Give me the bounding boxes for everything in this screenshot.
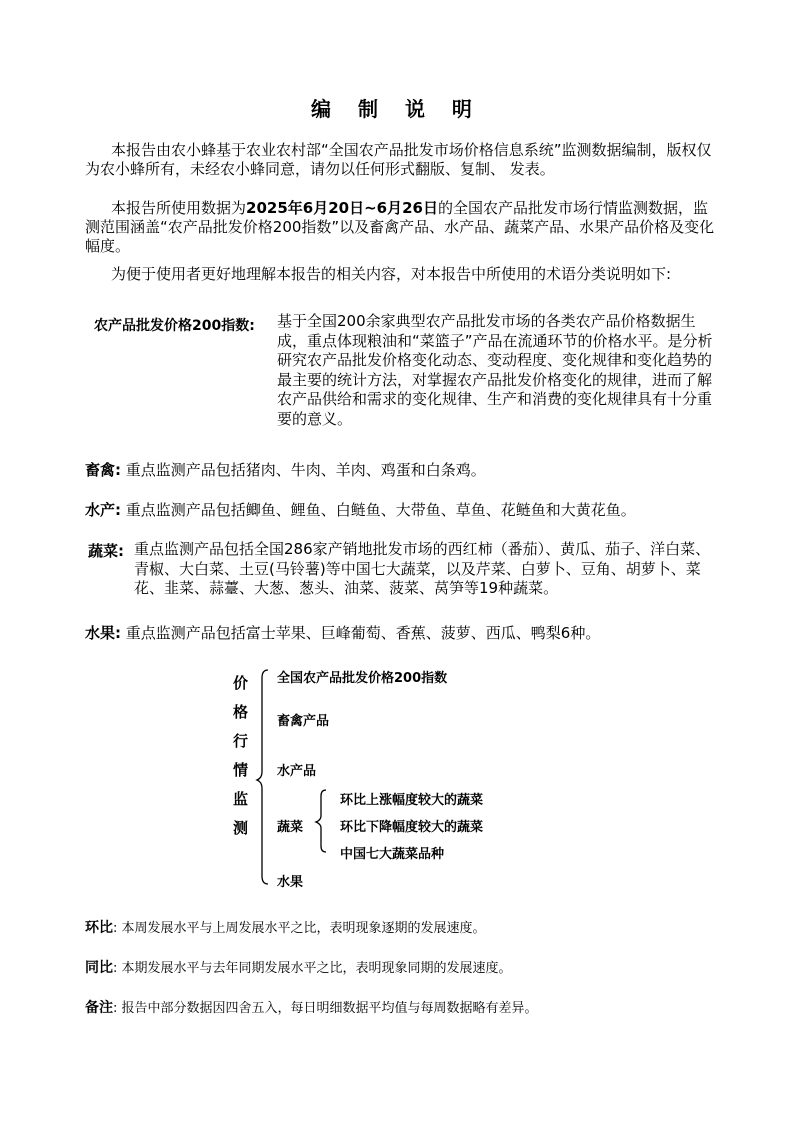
tree-item-vegetable: 蔬菜 — [277, 820, 304, 835]
term-label-fruit: 水果: — [85, 624, 121, 642]
data-range-post: 的全国农产品批发市场行情监测数据，监测范围涵盖“农产品批发价格200指数”以及畜禽产品、水产品、蔬菜产品、水果产品价格及变化幅度。 — [85, 199, 715, 255]
intro-paragraph-copyright — [85, 141, 715, 179]
note-label-mom: 环比 — [85, 920, 113, 936]
term-label-vegetable: 蔬菜: — [88, 542, 124, 560]
note-text-yoy: : 本期发展水平与去年同期发展水平之比，表明现象同期的发展速度。 — [113, 961, 512, 976]
tree-veg-sub-down: 环比下降幅度较大的蔬菜 — [340, 820, 484, 835]
tree-root-char: 价 — [233, 674, 249, 692]
tree-root-char: 测 — [233, 819, 249, 837]
term-label-livestock: 畜禽: — [85, 461, 121, 479]
term-text-fruit: 重点监测产品包括富士苹果、巨峰葡萄、香蕉、菠萝、西瓜、鸭梨6种。 — [125, 624, 601, 642]
note-text-mom: : 本周发展水平与上周发展水平之比，表明现象逐期的发展速度。 — [113, 921, 486, 936]
copyright-text: 本报告由农小蜂基于农业农村部“全国农产品批发市场价格信息系统”监测数据编制，版权仅为农小蜂所有，未经农小蜂同意，请勿以任何形式翻版、复制、 发表。 — [85, 141, 712, 178]
term-text-aquatic: 重点监测产品包括鲫鱼、鲤鱼、白鲢鱼、大带鱼、草鱼、花鲢鱼和大黄花鱼。 — [125, 501, 636, 519]
tree-main-brace — [256, 668, 270, 888]
note-label-yoy: 同比 — [85, 960, 113, 976]
tree-root-label — [233, 674, 253, 848]
tree-item-index: 全国农产品批发价格200指数 — [277, 671, 448, 686]
data-range-pre: 本报告所使用数据为 — [111, 199, 247, 217]
tree-veg-sub-up: 环比上涨幅度较大的蔬菜 — [340, 793, 484, 808]
tree-root-char: 行 — [233, 732, 249, 750]
term-text-index: 基于全国200余家典型农产品批发市场的各类农产品价格数据生成，重点体现粮油和“菜篮子”产品在流通环节的价格水平。是分析研究农产品批发价格变化动态、变动程度、变化规律和变化趋势的最主要的统计方法，对掌握农产品批发价格变化的规律，进而了解农产品供给和需求的变化规律、生产和消费的变化规律具有十分重要的意义。 — [277, 312, 713, 428]
tree-root-char: 情 — [233, 761, 249, 779]
note-remark — [85, 999, 735, 1018]
term-livestock — [85, 459, 725, 480]
term-aquatic — [85, 499, 725, 520]
data-date-range: 2025年6月20日~6月26日 — [246, 199, 438, 217]
tree-item-fruit: 水果 — [277, 875, 304, 890]
term-text-livestock: 重点监测产品包括猪肉、牛肉、羊肉、鸡蛋和白条鸡。 — [125, 461, 486, 479]
terms-intro-text: 为便于使用者更好地理解本报告的相关内容，对本报告中所使用的术语分类说明如下: — [111, 265, 672, 283]
note-mom — [85, 919, 735, 938]
note-yoy — [85, 959, 735, 978]
tree-item-aquatic: 水产品 — [277, 764, 317, 779]
term-fruit — [85, 622, 725, 643]
tree-vegetable-brace — [314, 788, 328, 854]
term-text-vegetable: 重点监测产品包括全国286家产销地批发市场的西红柿（番茄）、黄瓜、茄子、洋白菜、青椒、大白菜、土豆(马铃薯)等中国七大蔬菜，以及芹菜、白萝卜、豆角、胡萝卜、菜花、韭菜、蒜薹、大葱、葱头、油菜、菠菜、莴笋等19种蔬菜。 — [134, 540, 711, 597]
intro-paragraph-terms — [85, 265, 715, 284]
intro-paragraph-data-range — [85, 199, 715, 256]
term-label-aquatic: 水产: — [85, 501, 121, 519]
note-label-remark: 备注 — [85, 1000, 113, 1016]
page-title: 编 制 说 明 — [311, 97, 482, 121]
tree-veg-sub-seven: 中国七大蔬菜品种 — [340, 847, 445, 862]
note-text-remark: : 报告中部分数据因四舍五入，每日明细数据平均值与每周数据略有差异。 — [113, 1001, 538, 1016]
tree-root-char: 格 — [233, 703, 249, 721]
tree-item-livestock: 畜禽产品 — [277, 714, 330, 729]
tree-root-char: 监 — [233, 790, 249, 808]
term-label-index: 农产品批发价格200指数: — [94, 318, 255, 334]
